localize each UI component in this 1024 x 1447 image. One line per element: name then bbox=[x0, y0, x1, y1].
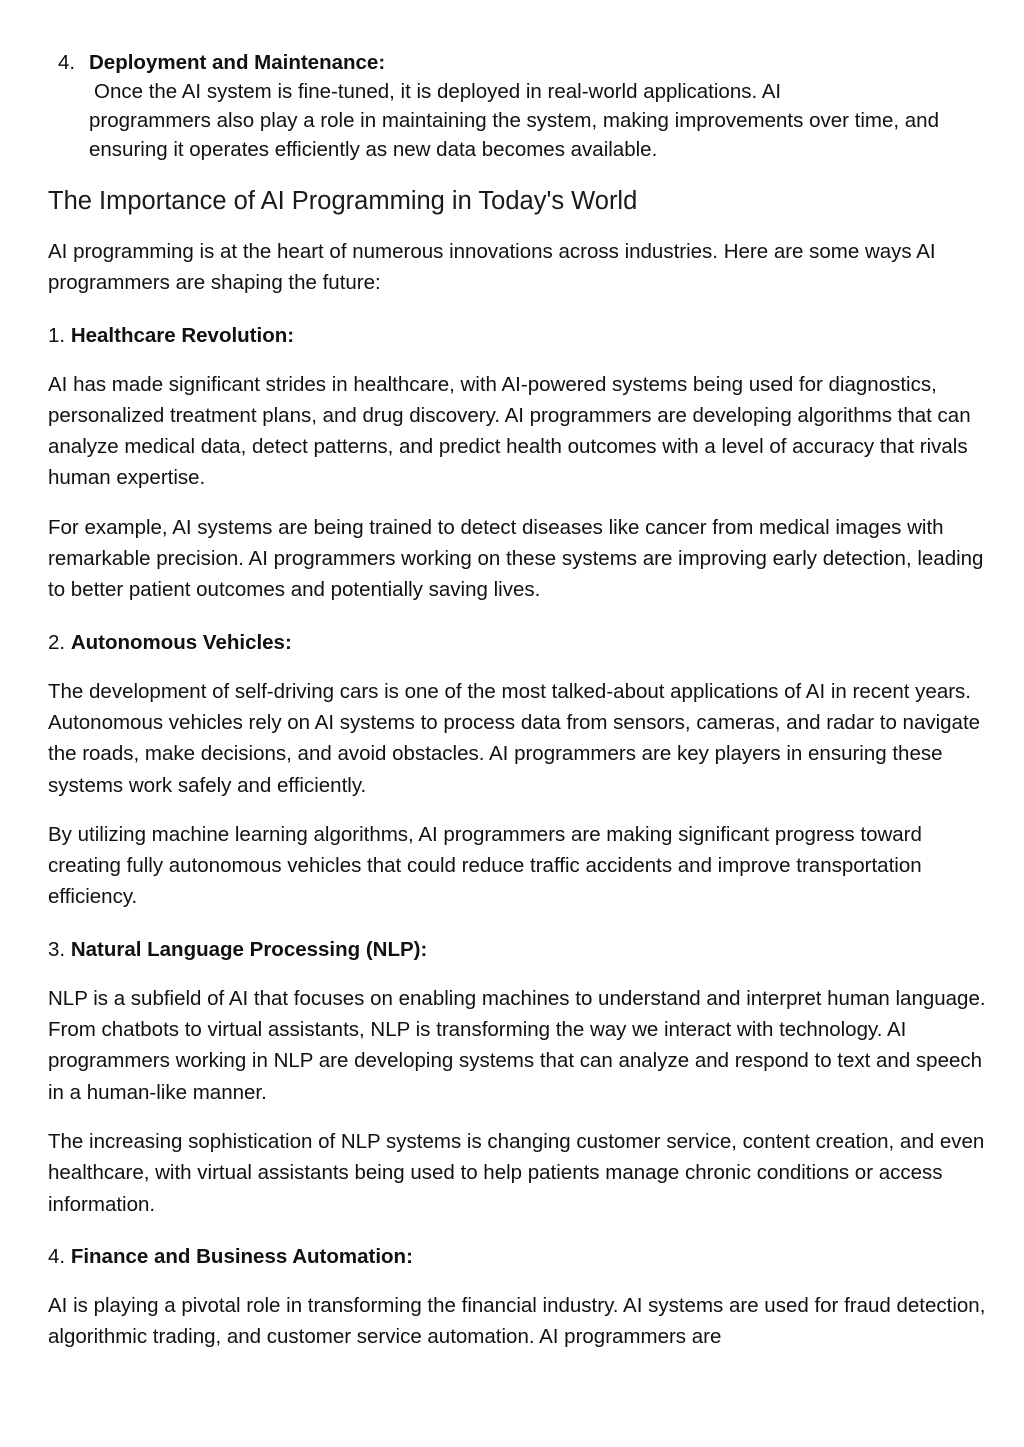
section-finance-heading bbox=[48, 1241, 988, 1272]
section-title: Healthcare Revolution: bbox=[70, 323, 295, 347]
paragraph: AI has made significant strides in healthcare, with AI-powered systems being used for diagnostics, personalized treatment plans, and drug discovery. AI programmers are developing algorithms that can analyze medical data, detect patterns, and predict health outcomes with a level of accuracy that rivals human expertise. bbox=[48, 372, 971, 490]
section-number: 3. bbox=[48, 937, 66, 961]
list-number: 4. bbox=[58, 51, 76, 74]
section-autonomous-heading bbox=[48, 627, 988, 658]
section-title: Autonomous Vehicles: bbox=[70, 630, 292, 654]
section-number: 1. bbox=[48, 323, 66, 347]
list-item-first-line: Once the AI system is fine-tuned, it is deployed in real-world applications. AI bbox=[94, 80, 782, 103]
document-page bbox=[48, 0, 988, 1352]
section-title: Natural Language Processing (NLP): bbox=[70, 937, 428, 961]
paragraph: The increasing sophistication of NLP systems is changing customer service, content creation, and even healthcare, with virtual assistants being used to help patients manage chronic conditions or access information. bbox=[48, 1129, 985, 1216]
paragraph: NLP is a subfield of AI that focuses on enabling machines to understand and interpret human language. From chatbots to virtual assistants, NLP is transforming the way we interact with technology. AI programmers working in NLP are developing systems that can analyze and respond to text and speech in a human-like manner. bbox=[48, 986, 986, 1104]
list-item-title: Deployment and Maintenance: bbox=[89, 51, 386, 74]
intro-paragraph: AI programming is at the heart of numerous innovations across industries. Here are some ways AI programmers are shaping the future: bbox=[48, 240, 936, 295]
section-heading: The Importance of AI Programming in Today's World bbox=[48, 187, 638, 215]
paragraph: For example, AI systems are being trained to detect diseases like cancer from medical images with remarkable precision. AI programmers working on these systems are improving early detection, leading to better patient outcomes and potentially saving lives. bbox=[48, 515, 984, 602]
section-title: Finance and Business Automation: bbox=[70, 1244, 413, 1268]
paragraph: The development of self-driving cars is one of the most talked-about applications of AI in recent years. Autonomous vehicles rely on AI systems to process data from sensors, cameras, and radar to navigate the roads, make decisions, and avoid obstacles. AI programmers are key players in ensuring these systems work safely and efficiently. bbox=[48, 679, 981, 797]
paragraph: AI is playing a pivotal role in transforming the financial industry. AI systems are used for fraud detection, algorithmic trading, and customer service automation. AI programmers are bbox=[48, 1293, 986, 1349]
section-healthcare-heading bbox=[48, 320, 988, 351]
section-number: 4. bbox=[48, 1244, 66, 1268]
paragraph: By utilizing machine learning algorithms, AI programmers are making significant progress toward creating fully autonomous vehicles that could reduce traffic accidents and improve transportation efficiency. bbox=[48, 822, 922, 909]
list-item-body: programmers also play a role in maintaining the system, making improvements over time, and ensuring it operates efficiently as new data becomes available. bbox=[89, 109, 939, 161]
section-number: 2. bbox=[48, 630, 66, 654]
section-nlp-heading bbox=[48, 934, 988, 965]
deployment-list-item bbox=[48, 48, 988, 164]
